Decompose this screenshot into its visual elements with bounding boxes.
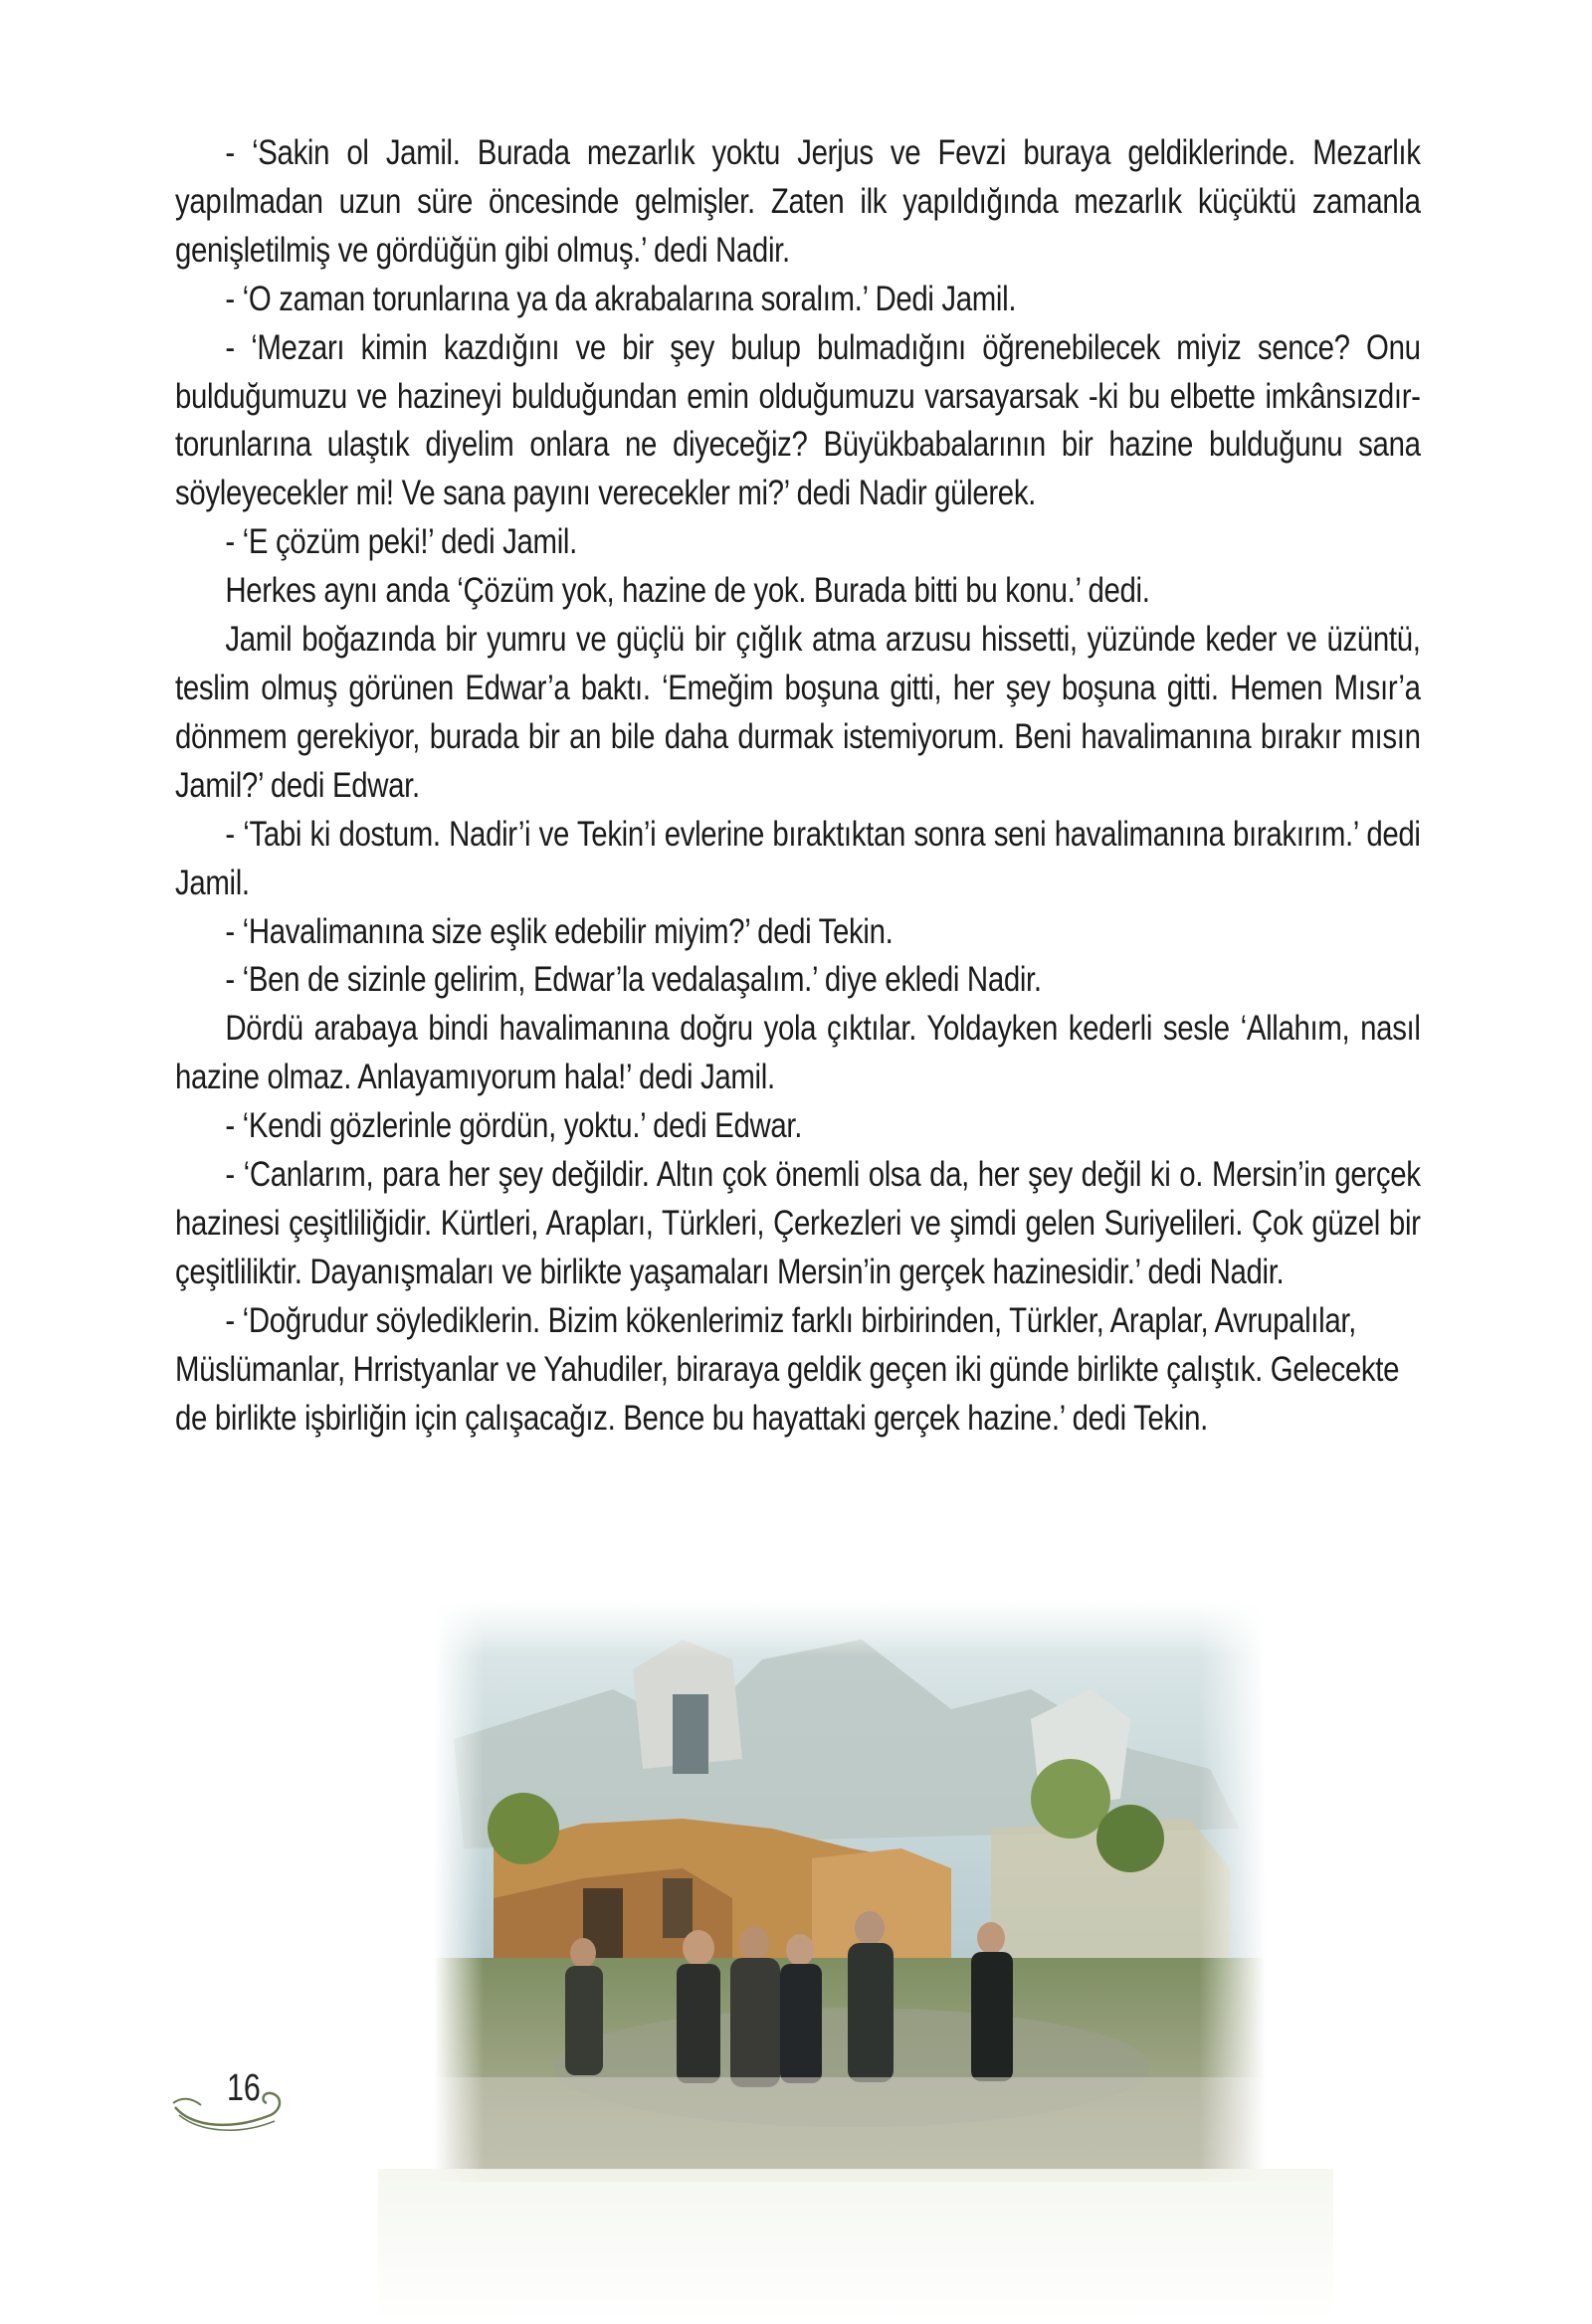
paragraph: - ‘E çözüm peki!’ dedi Jamil. bbox=[225, 522, 577, 562]
paragraph: - ‘O zaman torunlarına ya da akrabalarına soralım.’ Dedi Jamil. bbox=[225, 279, 1017, 318]
paragraph: - ‘Havalimanına size eşlik edebilir miyim?’ dedi Tekin. bbox=[225, 911, 894, 951]
paragraph: - ‘Sakin ol Jamil. Burada mezarlık yoktu Jerjus ve Fevzi buraya geldiklerinde. Mezarlık yapılmadan uzun süre öncesinde gelmişler. Zaten ilk yapıldığında mezarlık küçüktü zamanla genişletilmiş ve gördüğün gibi olmuş.’ dedi Nadir. bbox=[175, 133, 1421, 270]
paragraph: - ‘Mezarı kimin kazdığını ve bir şey bulup bulmadığını öğrenebilecek miyiz sence? Onu bulduğumuzu ve hazineyi bulduğundan emin olduğumuzu varsayarsak -ki bu elbette imkânsızdır- torunlarına ulaştık diyelim onlara ne diyeceğiz? Büyükbabalarının bir hazine bulduğunu sana söyleyecekler mi! Ve sana payını verecekler mi?’ dedi Nadir gülerek. bbox=[175, 327, 1421, 513]
paragraph: - ‘Canlarım, para her şey değildir. Altın çok önemli olsa da, her şey değil ki o. Mersin’in gerçek hazinesi çeşitliliğidir. Kürtleri, Arapları, Türkleri, Çerkezleri ve şimdi gelen Suriyelileri. Çok güzel bir çeşitliliktir. Dayanışmaları ve birlikte yaşamaları Mersin’in gerçek hazinesidir.’ dedi Nadir. bbox=[175, 1155, 1421, 1291]
paragraph: - ‘Doğrudur söylediklerin. Bizim kökenlerimiz farklı birbirinden, Türkler, Araplar, Avrupalılar, Müslümanlar, Hrristyanlar ve Yahudiler, biraraya geldik geçen iki günde birlikte çalıştık. Gelecekte de birlikte işbirliğin için çalışacağız. Bence bu hayattaki gerçek hazine.’ dedi Tekin. bbox=[175, 1300, 1400, 1438]
paragraph: Dördü arabaya bindi havalimanına doğru yola çıktılar. Yoldayken kederli sesle ‘Allahım, nasıl hazine olmaz. Anlayamıyorum hala!’ dedi Jamil. bbox=[175, 1009, 1421, 1097]
ruins-photo bbox=[434, 1600, 1266, 2182]
paragraph: - ‘Ben de sizinle gelirim, Edwar’la vedalaşalım.’ diye ekledi Nadir. bbox=[225, 960, 1042, 1000]
page-number-ornament bbox=[171, 2067, 291, 2137]
story-text bbox=[175, 129, 1421, 1443]
decorative-fade bbox=[378, 2169, 1333, 2324]
paragraph: Herkes aynı anda ‘Çözüm yok, hazine de yok. Burada bitti bu konu.’ dedi. bbox=[225, 571, 1150, 611]
paragraph: Jamil boğazında bir yumru ve güçlü bir çığlık atma arzusu hissetti, yüzünde keder ve üzüntü, teslim olmuş görünen Edwar’a baktı. ‘Emeğim boşuna gitti, her şey boşuna gitti. Hemen Mısır’a dönmem gerekiyor, burada bir an bile daha durmak istemiyorum. Beni havalimanına bırakır mısın Jamil?’ dedi Edwar. bbox=[175, 620, 1421, 805]
paragraph: - ‘Tabi ki dostum. Nadir’i ve Tekin’i evlerine bıraktıktan sonra seni havalimanına bırakırım.’ dedi Jamil. bbox=[175, 814, 1421, 902]
paragraph: - ‘Kendi gözlerinle gördün, yoktu.’ dedi Edwar. bbox=[225, 1106, 803, 1146]
page-number: 16 bbox=[227, 2067, 261, 2109]
